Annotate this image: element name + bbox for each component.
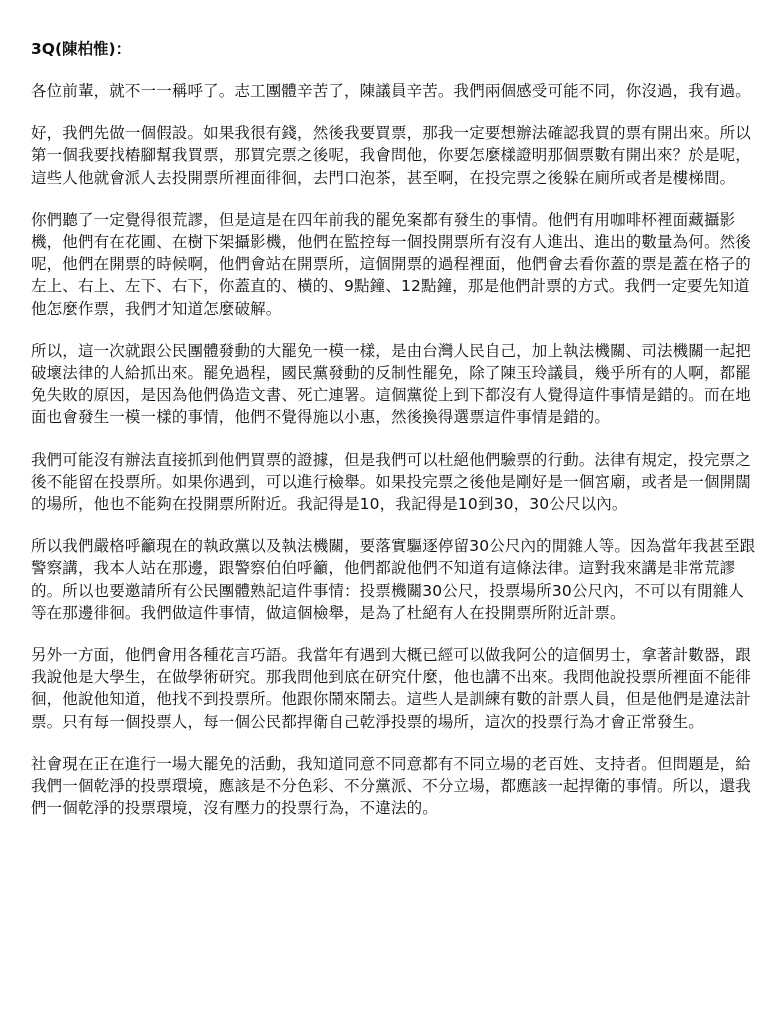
paragraph-4: 所以，這一次就跟公民團體發動的大罷免一模一樣，是由台灣人民自己，加上執法機關、司法機關一起把破壞法律的人給抓出來。罷免過程，國民黨發動的反制性罷免，除了陳玉玲議員，幾乎所有的人啊，都罷免失敗的原因，是因為他們偽造文書、死亡連署。這個黨從上到下都沒有人覺得這件事情是錯的。而在地面也會發生一模一樣的事情，他們不覺得施以小惠，然後換得選票這件事情是錯的。 — [31, 341, 751, 427]
paragraph-2: 好，我們先做一個假設。如果我很有錢，然後我要買票，那我一定要想辦法確認我買的票有開出來。所以第一個我要找樁腳幫我買票，那買完票之後呢，我會問他，你要怎麼樣證明那個票數有開出來？於是呢，這些人他就會派人去投開票所裡面徘徊，去門口泡茶，甚至啊，在投完票之後躲在廁所或者是樓梯間。 — [31, 124, 751, 187]
paragraph-1: 各位前輩，就不一一稱呼了。志工團體辛苦了，陳議員辛苦。我們兩個感受可能不同，你沒過，我有過。 — [31, 82, 751, 100]
paragraph-3: 你們聽了一定覺得很荒謬，但是這是在四年前我的罷免案都有發生的事情。他們有用咖啡杯裡面藏攝影機，他們有在花圃、在樹下架攝影機，他們在監控每一個投開票所有沒有人進出、進出的數量為何。然後呢，他們在開票的時候啊，他們會站在開票所，這個開票的過程裡面，他們會去看你蓋的票是蓋在格子的左上、右上、左下、右下，你蓋直的、橫的、9點鐘、12點鐘，那是他們計票的方式。我們一定要先知道他怎麼作票，我們才知道怎麼破解。 — [31, 210, 751, 318]
paragraph-5: 我們可能沒有辦法直接抓到他們買票的證據，但是我們可以杜絕他們驗票的行動。法律有規定，投完票之後不能留在投票所。如果你遇到，可以進行檢舉。如果投完票之後他是剛好是一個宮廟，或者是一個開闊的場所，他也不能夠在投開票所附近。我記得是10，我記得是10到30，30公尺以內。 — [31, 450, 751, 514]
document-body — [31, 38, 759, 839]
paragraph-8: 社會現在正在進行一場大罷免的活動，我知道同意不同意都有不同立場的老百姓、支持者。但問題是，給我們一個乾淨的投票環境，應該是不分色彩、不分黨派、不分立場，都應該一起捍衛的事情。所以，還我們一個乾淨的投票環境，沒有壓力的投票行為，不違法的。 — [31, 754, 751, 818]
paragraph-6: 所以我們嚴格呼籲現在的執政黨以及執法機關，要落實驅逐停留30公尺內的閒雜人等。因為當年我甚至跟警察講，我本人站在那邊，跟警察伯伯呼籲，他們都說他們不知道有這條法律。這對我來講是非常荒謬的。所以也要邀請所有公民團體熟記這件事情：投票機關30公尺，投票場所30公尺內，不可以有閒雜人等在那邊徘徊。我們做這件事情，做這個檢舉，是為了杜絕有人在投開票所附近計票。 — [31, 537, 756, 622]
paragraph-7: 另外一方面，他們會用各種花言巧語。我當年有遇到大概已經可以做我阿公的這個男士，拿著計數器，跟我說他是大學生，在做學術研究。那我問他到底在研究什麼，他也講不出來。我問他說投票所裡面不能徘徊，他說他知道，他找不到投票所。他跟你鬧來鬧去。這些人是訓練有數的計票人員，但是他們是違法計票。只有每一個投票人，每一個公民都捍衛自己乾淨投票的場所，這次的投票行為才會正常發生。 — [31, 646, 751, 731]
speaker-heading: 3Q(陳柏惟)： — [31, 40, 132, 58]
